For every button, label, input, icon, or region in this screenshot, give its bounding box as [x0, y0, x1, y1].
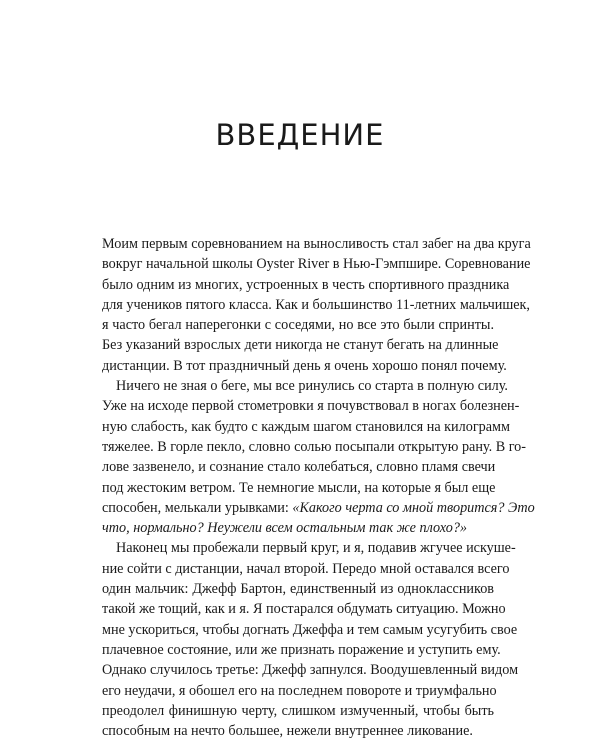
italic-quote-line: что, нормально? Неужели всем остальным так же плохо?» [102, 520, 468, 537]
italic-quote: Какого черта со мной творится? Это [299, 499, 535, 516]
text-fragment: способен, мелькали урывками: [102, 499, 293, 516]
text-line: такой же тощий, как и я. Я постарался обдумать ситуацию. Можно [102, 601, 506, 618]
text-line: Без указаний взрослых дети никогда не станут бегать на длинные [102, 337, 499, 354]
text-line: тяжелее. В горле пекло, словно солью посыпали открытую рану. В го- [102, 438, 526, 455]
text-line: ние сойти с дистанции, начал второй. Передо мной оставался всего [102, 560, 510, 577]
text-line: вокруг начальной школы Oyster River в Нью-Гэмпшире. Соревнование [102, 256, 531, 273]
chapter-title: ВВЕДЕНИЕ [215, 118, 385, 152]
text-line: мне ускориться, чтобы догнать Джеффа и тем самым усугубить свое [102, 621, 518, 638]
text-line: Моим первым соревнованием на выносливость стал забег на два круга [102, 236, 531, 252]
text-line: лове зазвенело, и сознание стало колебаться, словно пламя свечи [102, 459, 496, 476]
body-text [102, 234, 535, 741]
text-line: Ничего не зная о беге, мы все ринулись со старта в полную силу. [116, 378, 508, 395]
text-line: способным на нечто большее, нежели внутреннее ликование. [102, 723, 473, 740]
text-line: ную слабость, как будто с каждым шагом становился на килограмм [102, 418, 510, 435]
text-line: дистанции. В тот праздничный день я очень хорошо понял почему. [102, 357, 507, 374]
text-line: Наконец мы пробежали первый круг, и я, подавив жгучее искуше- [116, 540, 516, 557]
text-line: под жестоким ветром. Те немногие мысли, на которые я был еще [102, 479, 496, 496]
text-line: его неудачи, я обошел его на последнем повороте и триумфально [102, 682, 497, 699]
text-line: один мальчик: Джефф Бартон, единственный из одноклассников [102, 581, 494, 598]
text-line: преодолел финишную черту, слишком измученный, чтобы быть [102, 702, 494, 719]
text-line: я часто бегал наперегонки с соседями, но все это были спринты. [102, 317, 494, 334]
text-line: для учеников пятого класса. Как и большинство 11-летних мальчишек, [102, 296, 530, 313]
text-line: было одним из многих, устроенных в честь спортивного праздника [102, 276, 510, 293]
text-line-with-quote [102, 498, 535, 518]
text-line: плачевное состояние, или же признать поражение и уступить ему. [102, 641, 501, 658]
quote-open-mark: « [292, 499, 300, 516]
text-line: Однако случилось третье: Джефф запнулся. Воодушевленный видом [102, 662, 519, 679]
text-line: Уже на исходе первой стометровки я почувствовал в ногах болезнен- [102, 398, 520, 415]
